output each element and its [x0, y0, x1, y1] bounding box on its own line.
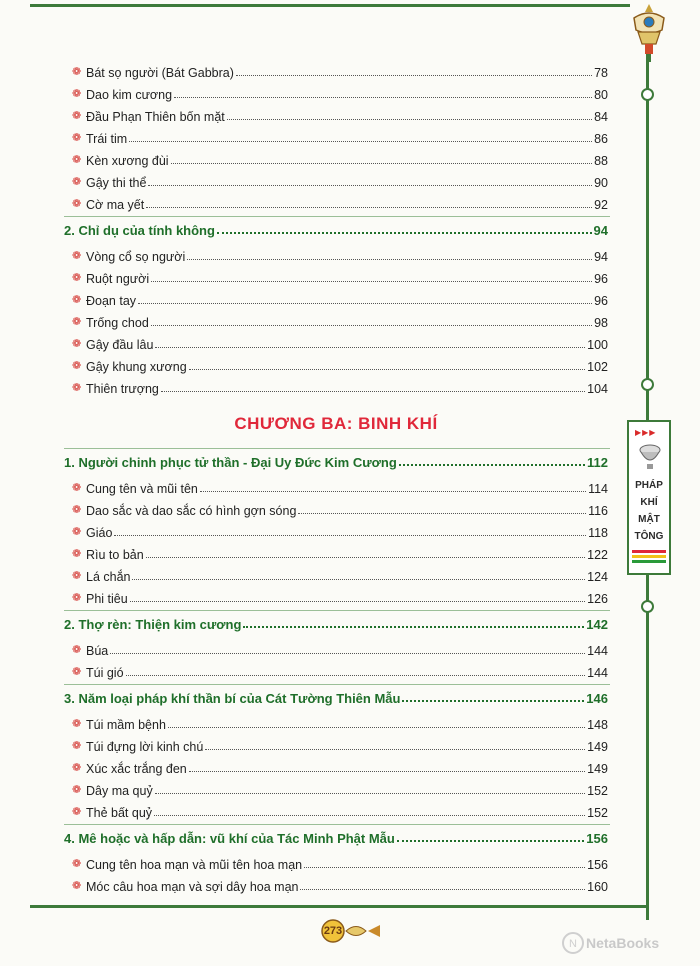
flower-bullet-icon: ❁ — [72, 294, 82, 306]
border-bead — [641, 88, 654, 101]
section-divider — [64, 448, 610, 449]
toc-entry[interactable]: ❁ Cung tên hoa mạn và mũi tên hoa mạn 156 — [72, 858, 608, 872]
section-divider — [64, 824, 610, 825]
flower-bullet-icon: ❁ — [72, 176, 82, 188]
toc-entry[interactable]: ❁ Dây ma quỷ 152 — [72, 784, 608, 798]
bottom-border-line — [30, 905, 648, 908]
toc-entry[interactable]: ❁ Túi gió 144 — [72, 666, 608, 680]
flower-bullet-icon: ❁ — [72, 338, 82, 350]
flower-bullet-icon: ❁ — [72, 570, 82, 582]
border-bead — [641, 600, 654, 613]
flower-bullet-icon: ❁ — [72, 592, 82, 604]
toc-entry[interactable]: ❁ Lá chắn 124 — [72, 570, 608, 584]
side-tab-text: MẬT — [638, 514, 660, 525]
toc-section-entry[interactable]: 2. Chỉ dụ của tính không 94 — [64, 223, 608, 238]
toc-entry[interactable]: ❁ Giáo 118 — [72, 526, 608, 540]
flower-bullet-icon: ❁ — [72, 666, 82, 678]
toc-entry[interactable]: ❁ Thiên trượng 104 — [72, 382, 608, 396]
border-bead — [641, 378, 654, 391]
flower-bullet-icon: ❁ — [72, 526, 82, 538]
toc-entry[interactable]: ❁ Trống chod 98 — [72, 316, 608, 330]
side-tab-text: TÔNG — [634, 531, 664, 542]
flower-bullet-icon: ❁ — [72, 198, 82, 210]
section-divider — [64, 684, 610, 685]
page-number: 273 — [323, 925, 343, 937]
toc-entry[interactable]: ❁ Đầu Phạn Thiên bốn mặt 84 — [72, 110, 608, 124]
flower-bullet-icon: ❁ — [72, 66, 82, 78]
toc-entry[interactable]: ❁ Cung tên và mũi tên 114 — [72, 482, 608, 496]
flower-bullet-icon: ❁ — [72, 360, 82, 372]
flower-bullet-icon: ❁ — [72, 740, 82, 752]
toc-entry[interactable]: ❁ Búa 144 — [72, 644, 608, 658]
toc-entry[interactable]: ❁ Dao sắc và dao sắc có hình gợn sóng 116 — [72, 504, 608, 518]
toc-entry[interactable]: ❁ Xúc xắc trắng đen 149 — [72, 762, 608, 776]
flower-bullet-icon: ❁ — [72, 644, 82, 656]
flower-bullet-icon: ❁ — [72, 382, 82, 394]
toc-section-entry[interactable]: 4. Mê hoặc và hấp dẫn: vũ khí của Tác Minh Phật Mẫu 156 — [64, 831, 608, 846]
svg-text:N: N — [569, 938, 577, 950]
flower-bullet-icon: ❁ — [72, 154, 82, 166]
toc-entry[interactable]: ❁ Đoạn tay 96 — [72, 294, 608, 308]
flower-bullet-icon: ❁ — [72, 110, 82, 122]
ornament-emblem-icon — [628, 2, 670, 64]
toc-entry[interactable]: ❁ Vòng cổ sọ người 94 — [72, 250, 608, 264]
flower-bullet-icon: ❁ — [72, 504, 82, 516]
toc-entry[interactable]: ❁ Túi mầm bệnh 148 — [72, 718, 608, 732]
flower-bullet-icon: ❁ — [72, 858, 82, 870]
toc-section-entry[interactable]: 3. Năm loại pháp khí thần bí của Cát Tường Thiên Mẫu 146 — [64, 691, 608, 706]
toc-entry[interactable]: ❁ Bát sọ người (Bát Gabbra) 78 — [72, 66, 608, 80]
flower-bullet-icon: ❁ — [72, 132, 82, 144]
flower-bullet-icon: ❁ — [72, 250, 82, 262]
toc-entry[interactable]: ❁ Móc câu hoa mạn và sợi dây hoa mạn 160 — [72, 880, 608, 894]
toc-entry[interactable]: ❁ Gậy đầu lâu 100 — [72, 338, 608, 352]
flower-bullet-icon: ❁ — [72, 482, 82, 494]
vase-emblem-icon — [637, 442, 663, 470]
toc-entry[interactable]: ❁ Gậy khung xương 102 — [72, 360, 608, 374]
flower-bullet-icon: ❁ — [72, 718, 82, 730]
toc-entry[interactable]: ❁ Cờ ma yết 92 — [72, 198, 608, 212]
watermark-logo-icon — [562, 932, 584, 954]
flower-bullet-icon: ❁ — [72, 880, 82, 892]
toc-section-entry[interactable]: 1. Người chinh phục tử thần - Đại Uy Đức Kim Cương 112 — [64, 455, 608, 470]
flower-bullet-icon: ❁ — [72, 806, 82, 818]
flower-bullet-icon: ❁ — [72, 784, 82, 796]
watermark-text: NetaBooks — [586, 935, 660, 951]
toc-entry[interactable]: ❁ Ruột người 96 — [72, 272, 608, 286]
side-tab — [627, 420, 671, 575]
toc-entry[interactable]: ❁ Gậy thi thể 90 — [72, 176, 608, 190]
section-divider — [64, 216, 610, 217]
toc-entry[interactable]: ❁ Thẻ bất quỷ 152 — [72, 806, 608, 820]
color-stripes — [632, 550, 666, 568]
flower-bullet-icon: ❁ — [72, 272, 82, 284]
toc-entry[interactable]: ❁ Kèn xương đùi 88 — [72, 154, 608, 168]
toc-entry[interactable]: ❁ Dao kim cương 80 — [72, 88, 608, 102]
chapter-title: CHƯƠNG BA: BINH KHÍ — [234, 414, 438, 433]
toc-entry[interactable]: ❁ Rìu to bản 122 — [72, 548, 608, 562]
toc-entry[interactable]: ❁ Phi tiêu 126 — [72, 592, 608, 606]
side-tab-text: KHÍ — [640, 497, 658, 508]
section-divider — [64, 610, 610, 611]
flower-bullet-icon: ❁ — [72, 316, 82, 328]
toc-entry[interactable]: ❁ Trái tim 86 — [72, 132, 608, 146]
arrow-decor-icon: ▶▶▶ — [635, 428, 657, 437]
toc-section-entry[interactable]: 2. Thợ rèn: Thiện kim cương 142 — [64, 617, 608, 632]
side-tab-text: PHÁP — [635, 480, 663, 491]
flower-bullet-icon: ❁ — [72, 548, 82, 560]
top-border-line — [30, 4, 630, 7]
flower-bullet-icon: ❁ — [72, 762, 82, 774]
toc-entry[interactable]: ❁ Túi đựng lời kinh chú 149 — [72, 740, 608, 754]
flower-bullet-icon: ❁ — [72, 88, 82, 100]
